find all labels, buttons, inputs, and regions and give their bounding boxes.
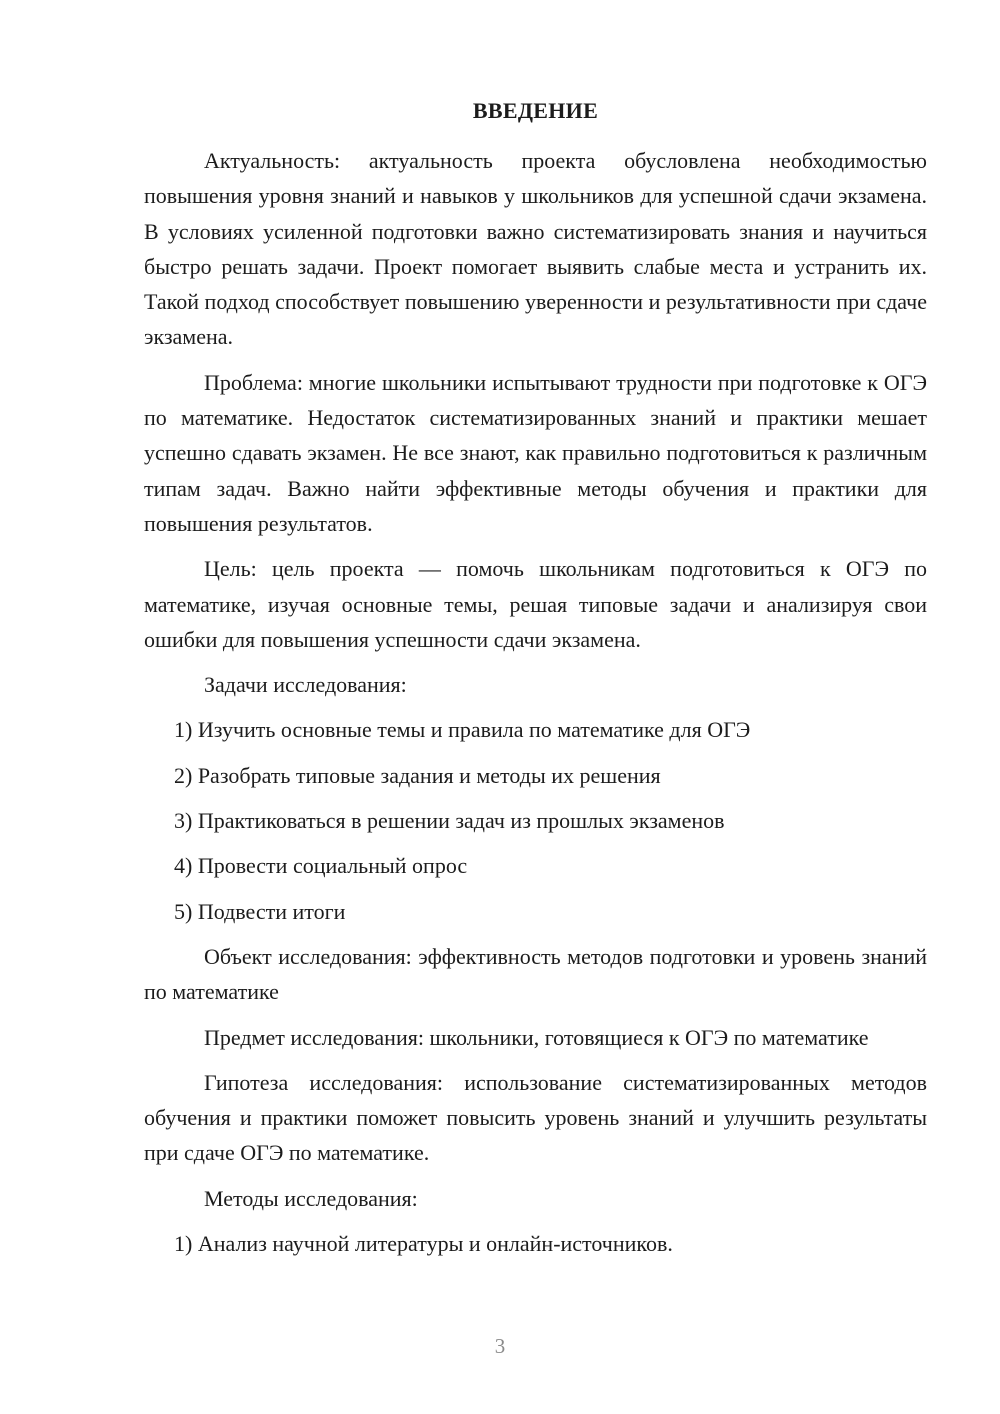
methods-label: Методы исследования:: [204, 1185, 418, 1211]
task-item-2: 2) Разобрать типовые задания и методы их решения: [174, 762, 661, 788]
relevance-paragraph: Актуальность: актуальность проекта обусловлена необходимостью повышения уровня знаний и навыков у школьников для успешной сдачи экзамена. В условиях усиленной подготовки важно систематизировать знания и научиться быстро решать задачи. Проект помогает выявить слабые места и устранить их. Такой подход способствует повышению уверенности и результативности при сдаче экзамена.: [144, 148, 927, 350]
body-text: [144, 143, 927, 1271]
problem-paragraph: Проблема: многие школьники испытывают трудности при подготовке к ОГЭ по математике. Недостаток систематизированных знаний и практики мешает успешно сдавать экзамен. Не все знают, как правильно подготовиться к различным типам задач. Важно найти эффективные методы обучения и практики для повышения результатов.: [144, 369, 927, 536]
hypothesis-paragraph: Гипотеза исследования: использование систематизированных методов обучения и практики поможет повысить уровень знаний и улучшить результаты при сдаче ОГЭ по математике.: [144, 1069, 927, 1166]
task-item-1: 1) Изучить основные темы и правила по математике для ОГЭ: [174, 717, 751, 743]
task-item-5: 5) Подвести итоги: [174, 898, 346, 924]
document-page: [144, 0, 927, 1414]
task-item-4: 4) Провести социальный опрос: [174, 853, 468, 879]
goal-paragraph: Цель: цель проекта — помочь школьникам подготовиться к ОГЭ по математике, изучая основные темы, решая типовые задачи и анализируя свои ошибки для повышения успешности сдачи экзамена.: [144, 556, 927, 652]
tasks-label: Задачи исследования:: [204, 672, 407, 698]
page-number: 3: [494, 1334, 506, 1358]
task-item-3: 3) Практиковаться в решении задач из прошлых экзаменов: [174, 808, 725, 834]
object-paragraph: Объект исследования: эффективность методов подготовки и уровень знаний по математике: [144, 943, 927, 1005]
method-item-1: 1) Анализ научной литературы и онлайн-источников.: [174, 1231, 673, 1257]
section-heading: ВВЕДЕНИЕ: [472, 98, 599, 123]
subject-paragraph: Предмет исследования: школьники, готовящиеся к ОГЭ по математике: [204, 1024, 869, 1050]
